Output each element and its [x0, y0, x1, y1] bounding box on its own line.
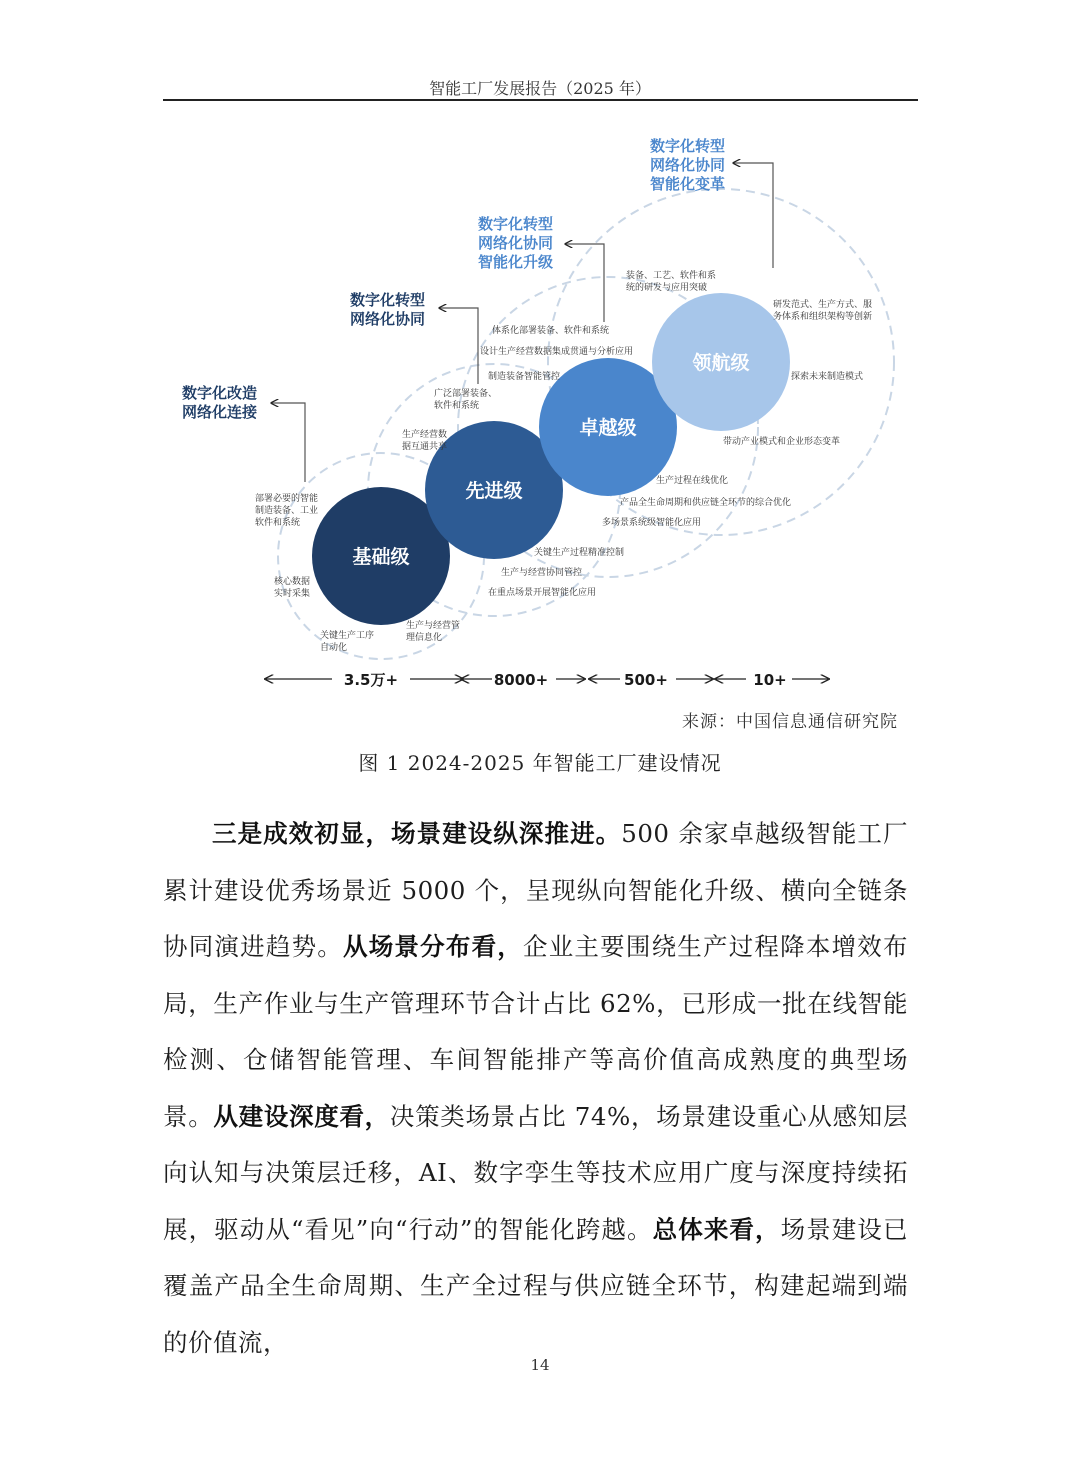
page-number: 14: [530, 1356, 550, 1374]
annotation-basic-4b: 理信息化: [406, 633, 443, 643]
level-label-advanced: 先进级: [465, 480, 523, 502]
annotation-advanced-5: 在重点场景开展智能化应用: [488, 588, 597, 598]
annotation-leading-1a: 装备、工艺、软件和系: [626, 271, 717, 281]
body-text-3: 决策类场景占比 74%，场景建设重心从感知层向认知与决策层迁移，AI、数字孪生等技术应用广度与深度持续拓展，驱动从“看见”向“行动”的智能化跨越。: [163, 1101, 909, 1244]
figure-source: 来源：中国信息通信研究院: [682, 712, 898, 732]
stage-title-advanced-line2: 网络化协同: [350, 310, 426, 328]
annotation-excellent-3: 制造装备智能管控: [488, 372, 561, 382]
body-text-2: 企业主要围绕生产过程降本增效布局，生产作业与生产管理环节合计占比 62%，已形成一批在线智能检测、仓储智能管理、车间智能排产等高价值高成熟度的典型场景。: [163, 932, 908, 1131]
body-paragraph: [163, 806, 908, 1371]
connector-leading: [734, 163, 773, 268]
annotation-excellent-4: 生产过程在线优化: [656, 476, 729, 486]
annotation-excellent-1: 体系化部署装备、软件和系统: [492, 326, 610, 336]
annotation-basic-2a: 核心数据: [274, 577, 311, 587]
annotation-advanced-2a: 广泛部署装备、: [434, 389, 498, 399]
annotation-excellent-6: 多场景系统级智能化应用: [602, 518, 702, 528]
stage-title-leading-line2: 网络化协同: [650, 156, 726, 174]
stage-title-excellent-line3: 智能化升级: [478, 253, 554, 271]
annotation-excellent-2: 设计生产经营数据集成贯通与分析应用: [480, 347, 634, 357]
figure-caption: 图 1 2024-2025 年智能工厂建设情况: [358, 751, 722, 775]
annotation-advanced-1b: 据互通共享: [402, 442, 448, 452]
level-label-excellent: 卓越级: [579, 417, 637, 439]
stage-title-advanced-line1: 数字化转型: [350, 291, 426, 309]
annotation-leading-4: 带动产业模式和企业形态变革: [723, 437, 841, 447]
annotation-basic-2b: 实时采集: [274, 589, 311, 599]
annotation-advanced-1a: 生产经营数: [402, 430, 448, 440]
annotation-basic-1c: 软件和系统: [255, 518, 301, 528]
stage-title-excellent-line2: 网络化协同: [478, 234, 554, 252]
lead-bold-1: 三是成效初显，场景建设纵深推进。: [212, 819, 622, 848]
annotation-basic-1b: 制造装备、工业: [255, 506, 319, 516]
annotation-excellent-5: 产品全生命周期和供应链全环节的综合优化: [620, 498, 792, 508]
annotation-advanced-2b: 软件和系统: [434, 401, 480, 411]
annotation-basic-3b: 自动化: [320, 643, 348, 653]
level-label-leading: 领航级: [692, 352, 750, 374]
count-excellent: 500+: [624, 671, 668, 689]
stage-title-basic-line2: 网络化连接: [182, 403, 258, 421]
connector-excellent: [566, 244, 604, 322]
connector-basic: [272, 403, 305, 482]
stage-title-leading-line1: 数字化转型: [650, 137, 726, 155]
annotation-basic-1a: 部署必要的智能: [255, 494, 319, 504]
annotation-advanced-4: 生产与经营协同管控: [501, 568, 583, 578]
lead-bold-3: 从建设深度看，: [213, 1101, 390, 1131]
body-text-4: 场景建设已覆盖产品全生命周期、生产全过程与供应链全环节，构建起端到端的价值流，: [163, 1214, 908, 1357]
annotation-leading-2a: 研发范式、生产方式、服: [773, 300, 873, 310]
running-header: 智能工厂发展报告（2025 年）: [429, 79, 651, 98]
annotation-basic-3a: 关键生产工序: [320, 631, 375, 641]
stage-title-basic-line1: 数字化改造: [182, 384, 258, 402]
annotation-leading-3: 探索未来制造模式: [791, 372, 864, 382]
smart-factory-level-figure: [0, 0, 1080, 700]
stage-title-excellent-line1: 数字化转型: [478, 215, 554, 233]
level-label-basic: 基础级: [352, 546, 410, 568]
annotation-leading-2b: 务体系和组织架构等创新: [773, 312, 873, 322]
stage-title-leading-line3: 智能化变革: [650, 175, 726, 193]
count-advanced: 8000+: [493, 671, 549, 689]
annotation-basic-4a: 生产与经营管: [406, 621, 461, 631]
body-text-1: 500 余家卓越级智能工厂累计建设优秀场景近 5000 个，呈现纵向智能化升级、横向全链条协同演进趋势。: [163, 819, 908, 961]
count-basic: 3.5万+: [343, 671, 399, 689]
annotation-leading-1b: 统的研发与应用突破: [626, 283, 708, 293]
annotation-advanced-3: 关键生产过程精准控制: [534, 548, 625, 558]
lead-bold-2: 从场景分布看，: [343, 932, 523, 961]
lead-bold-4: 总体来看，: [652, 1214, 781, 1244]
count-leading: 10+: [753, 671, 787, 689]
